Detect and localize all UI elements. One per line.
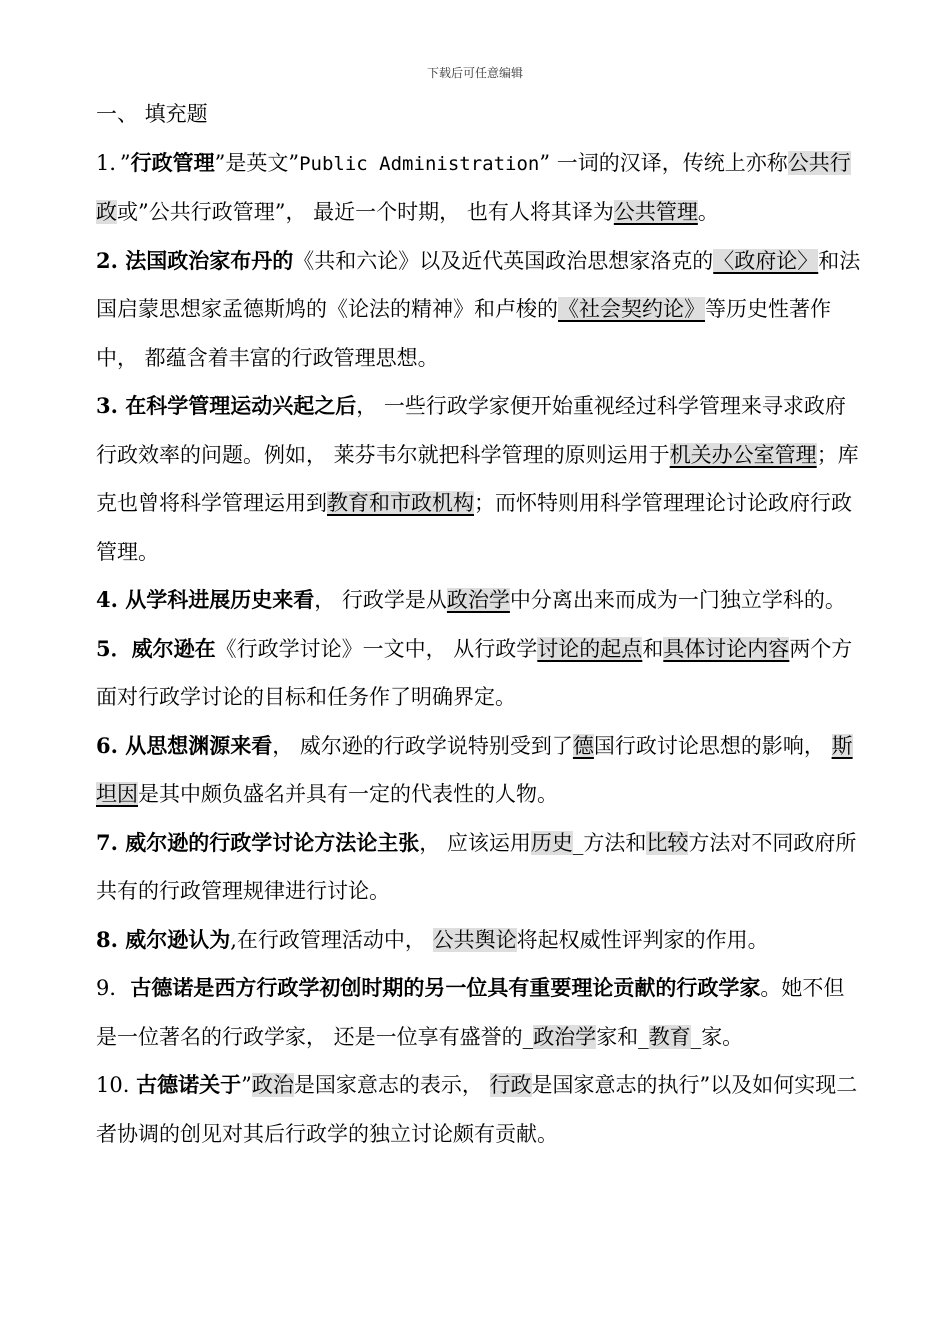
q1-answer-1: 公共行政 [96, 150, 851, 224]
q9-answer-1: 政治学 [533, 1024, 597, 1049]
question-10 [96, 1061, 864, 1158]
q3-answer-2: 教育和市政机构 [327, 491, 474, 515]
q2-text-2: 和法国启蒙思想家孟德斯鸠的《论法的精神》和卢梭的 [96, 248, 861, 321]
q2-bold: 2. 法国政治家布丹的 [96, 247, 294, 273]
q6-text-1: ， 威尔逊的行政学说特别受到了 [272, 733, 573, 758]
q5-answer-1: 讨论的起点 [537, 636, 643, 661]
q5-answer-2: 具体讨论内容 [663, 636, 790, 661]
q1-answer-2: 公共管理 [613, 200, 698, 224]
q8-bold: 8. 威尔逊认为 [96, 926, 231, 952]
q3-bold: 3. 在科学管理运动兴起之后 [96, 393, 357, 418]
q6-text-3: 是其中颇负盛名并具有一定的代表性的人物。 [138, 782, 558, 806]
q9-text-2: 家和_ [596, 1024, 649, 1049]
q1-latin: Public Administration [299, 152, 540, 175]
q1-quote: ” [119, 150, 131, 175]
q5-text-2: 和 [642, 636, 664, 661]
question-6 [96, 722, 864, 819]
q10-text-2: 是国家意志的表示， [293, 1073, 490, 1097]
question-8 [96, 916, 864, 965]
question-4 [96, 576, 864, 625]
q9-answer-2: 教育 [648, 1024, 691, 1049]
question-1 [96, 139, 864, 237]
q3-text-3: ；而怀特则用科学管理理论讨论政府行政管理。 [96, 491, 852, 564]
q10-number: 10. [96, 1073, 137, 1097]
q3-text-2: ；库克也曾将科学管理运用到 [96, 442, 859, 515]
q8-answer-1: 公共舆论 [432, 927, 517, 952]
q8-text-2: 将起权威性评判家的作用。 [516, 927, 769, 952]
q5-text-1: 《行政学讨论》一文中， 从行政学 [215, 636, 538, 661]
q7-bold: 7. 威尔逊的行政学讨论方法论主张 [96, 829, 420, 855]
q7-text-3: 方法对不同政府所共有的行政管理规律进行讨论。 [96, 830, 857, 903]
q8-text-1: ,在行政管理活动中， [230, 927, 433, 952]
q4-bold: 4. 从学科进展历史来看 [96, 587, 315, 612]
q6-answer-1: 德 [572, 733, 594, 758]
q2-answer-2: 《社会契约论》 [558, 297, 705, 321]
q1-text-3: 或”公共行政管理”， 最近一个时期， 也有人将其译为 [117, 200, 614, 224]
q1-text-2: ” 一词的汉译，传统上亦称 [539, 150, 788, 175]
q6-bold: 6. 从思想渊源来看 [96, 732, 273, 758]
q6-answer-2: 斯坦因 [96, 733, 853, 806]
q9-bold: 古德诺是西方行政学初创时期的另一位具有重要理论贡献的行政学家 [130, 975, 761, 1000]
q1-text-1: ”是英文” [214, 150, 300, 175]
q2-text-3: 等历史性著作中， 都蕴含着丰富的行政管理思想。 [96, 297, 831, 370]
question-3 [96, 382, 864, 576]
q9-text-3: _家。 [690, 1024, 744, 1049]
q3-answer-1: 机关办公室管理 [669, 442, 817, 467]
q7-answer-1: 历史 [530, 830, 573, 855]
q3-text-1: ， 一些行政学家便开始重视经过科学管理来寻求政府行政效率的问题。例如， 莱芬韦尔就把科学管理的原则运用于 [96, 394, 846, 467]
q6-text-2: 国行政讨论思想的影响， [593, 733, 832, 758]
q7-text-1: ， 应该运用 [419, 830, 531, 855]
q7-text-2: _方法和 [572, 830, 647, 855]
q10-text-3: 是国家意志的执行”以及如何实现二者协调的创见对其后行政学的独立讨论颇有贡献。 [96, 1073, 858, 1146]
document-body [96, 90, 864, 1158]
q4-text-1: ， 行政学是从 [314, 588, 447, 612]
q1-bold: 行政管理 [130, 149, 215, 175]
question-2 [96, 237, 864, 383]
q2-answer-1: 〈政府论〉 [713, 248, 819, 273]
q10-bold: 古德诺关于 [136, 1072, 242, 1097]
q2-text-1: 《共和六论》以及近代英国政治思想家洛克的 [293, 248, 714, 273]
q10-text-1: ” [241, 1073, 252, 1097]
q4-text-2: 中分离出来而成为一门独立学科的。 [509, 588, 846, 612]
q5-bold: 5．威尔逊在 [96, 635, 216, 661]
q4-answer-1: 政治学 [446, 588, 510, 612]
q1-number: 1． [96, 150, 120, 175]
q7-answer-2: 比较 [646, 830, 689, 855]
q9-number: 9． [96, 976, 131, 1000]
section-title: 一、 填充题 [96, 102, 208, 126]
q9-text-1: 。她不但是一位著名的行政学家， 还是一位享有盛誉的_ [96, 976, 845, 1049]
page-header: 下载后可任意编辑 [426, 66, 523, 80]
q5-text-3: 两个方面对行政学讨论的目标和任务作了明确界定。 [96, 636, 853, 709]
q10-answer-1: 政治 [251, 1073, 294, 1097]
q1-text-4: 。 [697, 200, 719, 224]
question-5 [96, 625, 864, 722]
question-9 [96, 964, 864, 1061]
question-7 [96, 819, 864, 916]
q10-answer-2: 行政 [489, 1073, 532, 1097]
